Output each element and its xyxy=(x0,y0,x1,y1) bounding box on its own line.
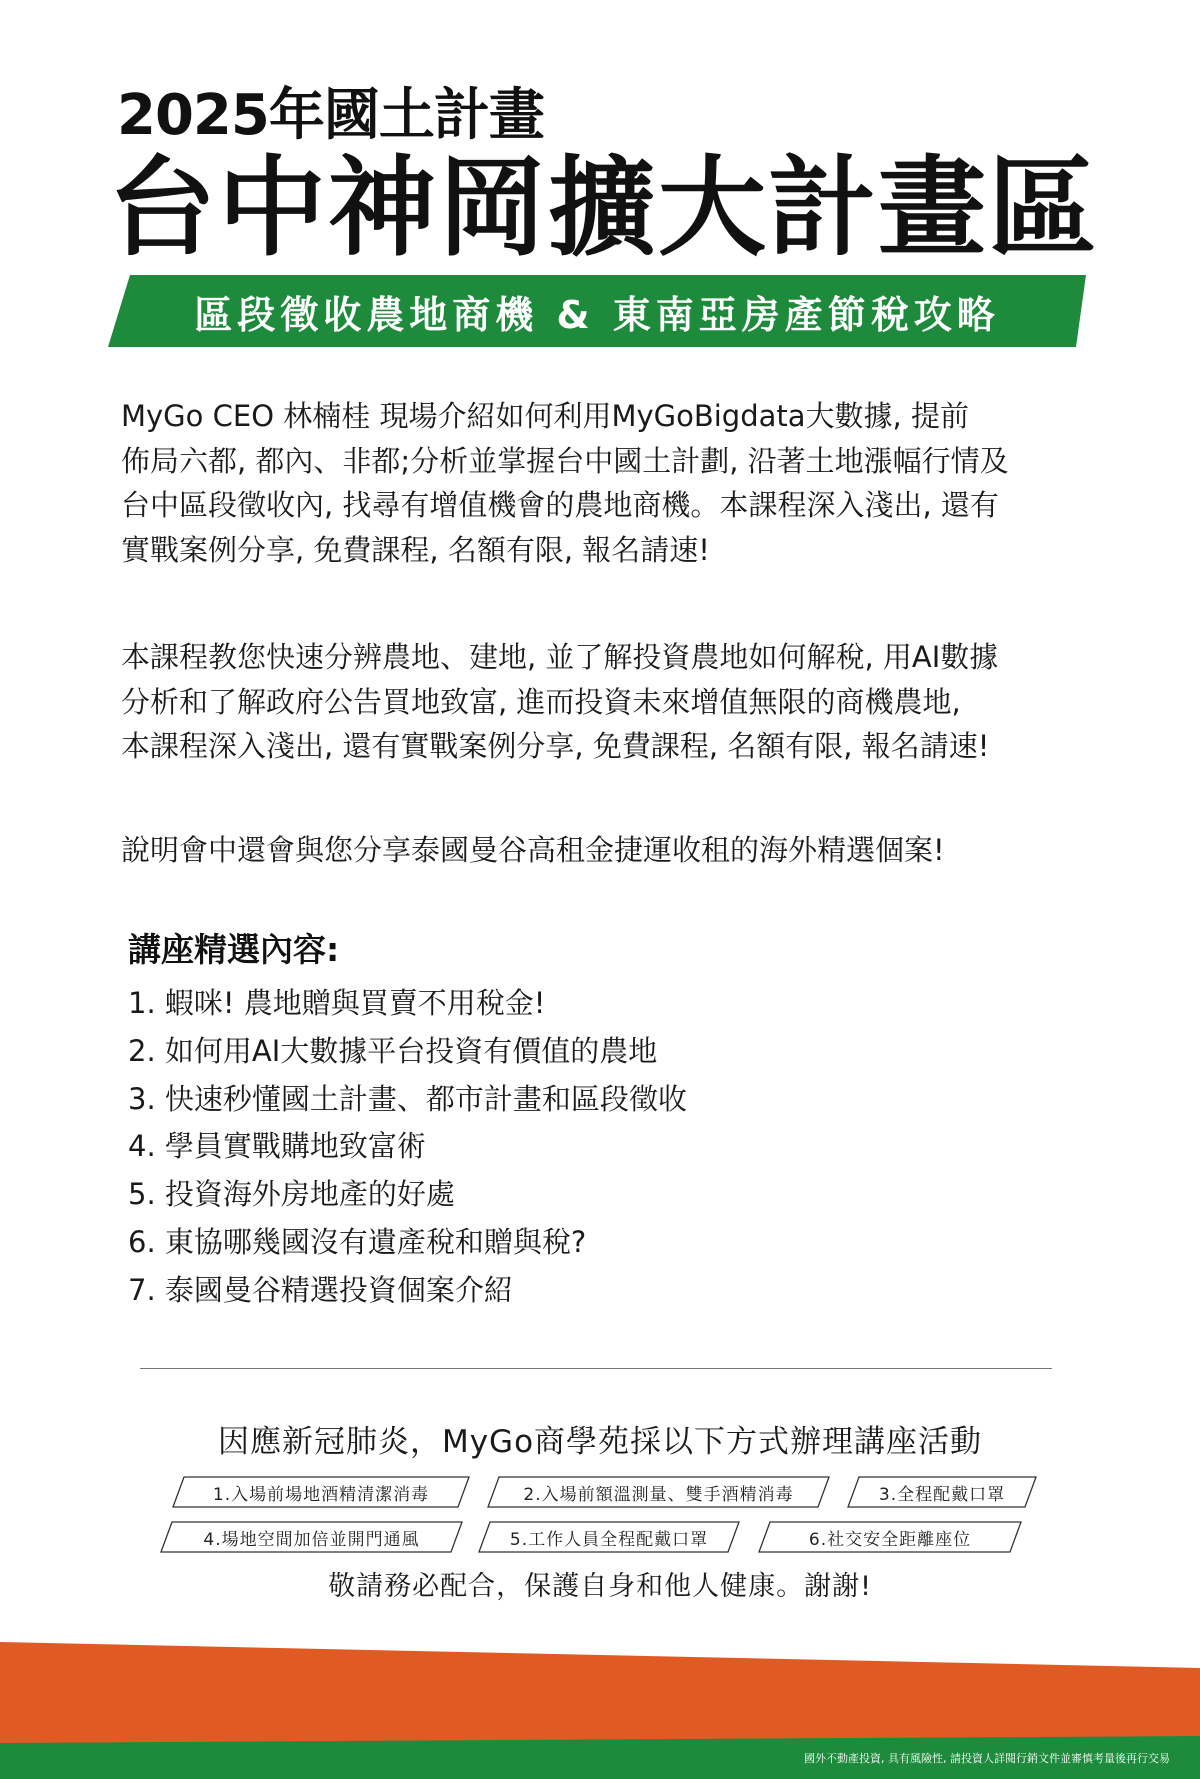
intro-paragraph-3: 說明會中還會與您分享泰國曼谷高租金捷運收租的海外精選個案! xyxy=(121,833,945,867)
course-item: 2. 如何用AI大數據平台投資有價值的農地 xyxy=(128,1033,658,1068)
banner-text: 區段徵收農地商機 & 東南亞房產節稅攻略 xyxy=(194,292,1000,337)
intro-line: 本課程教您快速分辨農地、建地, 並了解投資農地如何解稅, 用AI數據 xyxy=(121,640,999,674)
course-item: 3. 快速秒懂國土計畫、都市計畫和區段徵收 xyxy=(128,1081,687,1116)
year-title: 2025年國土計畫 xyxy=(117,83,544,148)
intro-line: 實戰案例分享, 免費課程, 名額有限, 報名請速! xyxy=(121,532,710,567)
disclaimer: 國外不動產投資, 具有風險性, 請投資人詳閱行銷文件並審慎考量後再行交易 xyxy=(804,1752,1170,1765)
intro-line: 分析和了解政府公告買地致富, 進而投資未來增值無限的商機農地, xyxy=(121,684,961,719)
course-item: 5. 投資海外房地產的好處 xyxy=(128,1177,455,1212)
measure-tag xyxy=(478,1521,740,1553)
measure-tag xyxy=(847,1476,1037,1508)
intro-line: 台中區段徵收內, 找尋有增值機會的農地商機。本課程深入淺出, 還有 xyxy=(121,488,999,522)
measure-tag xyxy=(487,1476,830,1508)
measure-label: 6.社交安全距離座位 xyxy=(808,1529,972,1550)
measure-label: 4.場地空間加倍並開門通風 xyxy=(203,1529,420,1550)
measure-tag xyxy=(172,1476,470,1508)
course-list xyxy=(128,980,687,1315)
orange-band xyxy=(0,1642,1200,1745)
measure-tag xyxy=(160,1521,463,1553)
divider xyxy=(140,1368,1052,1369)
intro-paragraph-1 xyxy=(121,394,1106,572)
course-heading: 講座精選內容: xyxy=(128,930,340,969)
course-item: 7. 泰國曼谷精選投資個案介紹 xyxy=(128,1272,513,1307)
intro-line: 本課程深入淺出, 還有實戰案例分享, 免費課程, 名額有限, 報名請速! xyxy=(121,729,990,763)
course-item: 6. 東協哪幾國沒有遺產稅和贈與稅? xyxy=(128,1224,587,1259)
covid-heading: 因應新冠肺炎，MyGo商學苑採以下方式辦理講座活動 xyxy=(217,1424,983,1460)
intro-paragraph-2 xyxy=(121,635,1106,769)
course-item: 1. 蝦咪! 農地贈與買賣不用稅金! xyxy=(128,986,546,1020)
intro-line: MyGo CEO 林楠桂 現場介紹如何利用MyGoBigdata大數據, 提前 xyxy=(121,399,969,433)
intro-line: 佈局六都, 都內、非都;分析並掌握台中國土計劃, 沿著土地漲幅行情及 xyxy=(121,443,1009,478)
measure-label: 2.入場前額溫測量、雙手酒精消毒 xyxy=(523,1484,794,1505)
measure-label: 3.全程配戴口罩 xyxy=(878,1484,1006,1505)
measure-label: 5.工作人員全程配戴口罩 xyxy=(509,1529,709,1550)
course-item: 4. 學員實戰購地致富術 xyxy=(128,1129,426,1164)
measure-tag xyxy=(758,1521,1022,1553)
measure-label: 1.入場前場地酒精清潔消毒 xyxy=(212,1484,430,1505)
main-title: 台中神岡擴大計畫區 xyxy=(108,146,1099,271)
closing-note: 敬請務必配合，保護自身和他人健康。謝謝! xyxy=(328,1571,872,1602)
